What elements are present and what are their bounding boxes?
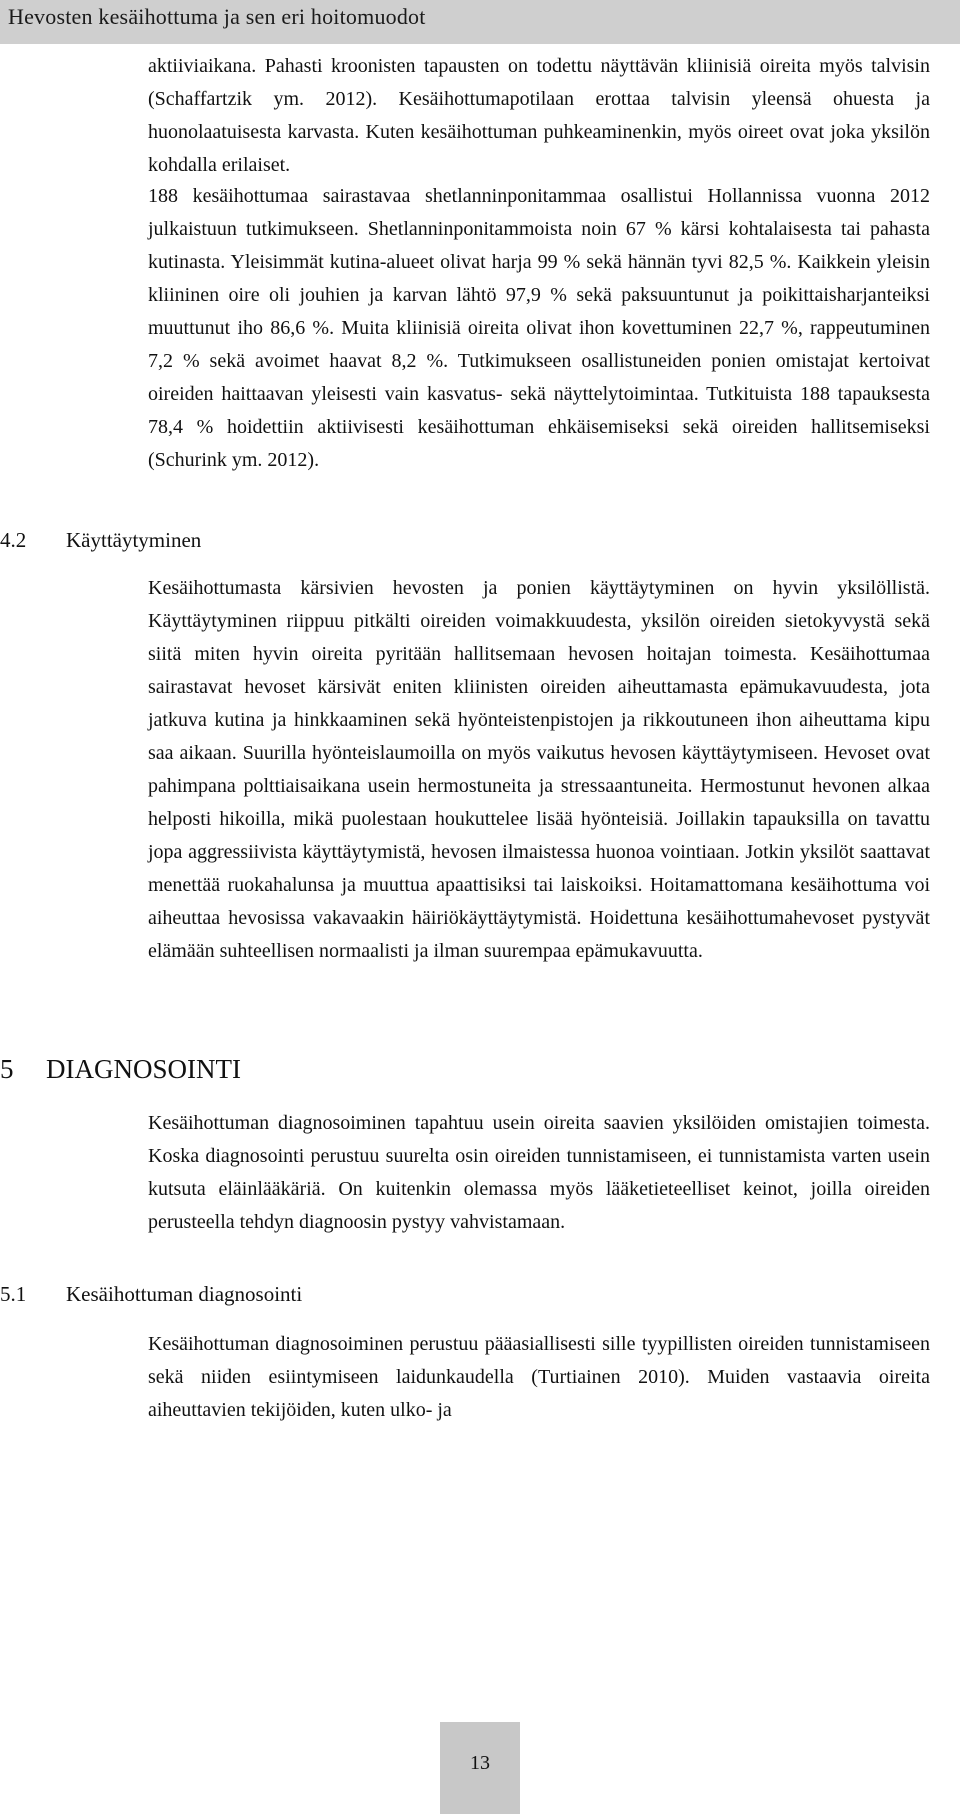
document-title: Hevosten kesäihottuma ja sen eri hoitomuodot — [8, 4, 426, 29]
section-number: 4.2 — [0, 528, 27, 552]
paragraph-diagnosis-intro: Kesäihottuman diagnosoiminen tapahtuu usein oireita saavien yksilöiden omistajien toimesta. Koska diagnosointi perustuu suurelta osin oireiden tunnistamiseen, ei tunnistamista varten usein kutsuta eläinlääkäriä. On kuitenkin olemassa myös lääketieteelliset keinot, joilla oireiden perusteella tehdyn diagnoosin pystyy vahvistamaan. — [148, 1112, 930, 1233]
section-number: 5.1 — [0, 1282, 27, 1306]
section-heading-4-2 — [0, 528, 201, 553]
section-heading-5-1 — [0, 1282, 302, 1307]
chapter-number: 5 — [0, 1054, 14, 1084]
paragraph-diagnosis-basis: Kesäihottuman diagnosoiminen perustuu pääasiallisesti sille tyypillisten oireiden tunnistamiseen sekä niiden esiintymiseen laidunkaudella (Turtiainen 2010). Muiden vastaavia oireita aiheuttavien tekijöiden, kuten ulko- ja — [148, 1333, 930, 1421]
chapter-heading-5 — [0, 1054, 241, 1085]
paragraph-symptoms-winter: aktiiviaikana. Pahasti kroonisten tapausten on todettu näyttävän kliinisiä oireita myös talvisin (Schaffartzik ym. 2012). Kesäihottumapotilaan erottaa talvisin yleensä ohuesta ja huonolaatuisesta karvasta. Kuten kesäihottuman puhkeaminenkin, myös oireet ovat joka yksilön kohdalla erilaiset. — [148, 55, 930, 176]
section-title: Kesäihottuman diagnosointi — [66, 1282, 303, 1306]
paragraph-behaviour: Kesäihottumasta kärsivien hevosten ja ponien käyttäytyminen on hyvin yksilöllistä. Käyttäytyminen riippuu pitkälti oireiden voimakkuudesta, yksilön oireiden sietokyvystä sekä siitä miten hyvin oireita pyritään hallitsemaan hevosen hoitajan toimesta. Kesäihottumaa sairastavat hevoset kärsivät eniten kliinisten oireiden aiheuttamasta epämukavuudesta, jota jatkuva kutina ja hinkkaaminen sekä hyönteistenpistojen ja rikkoutuneen ihon aiheuttama kipu saa aikaan. Suurilla hyönteislaumoilla on myös vaikutus hevosen käyttäytymiseen. Hevoset ovat pahimpana polttiaisaikana usein hermostuneita ja stressaantuneita. Hermostunut hevonen alkaa helposti hikoilla, mikä puolestaan houkuttelee lisää hyönteisiä. Joillakin tapauksilla on tavattu jopa aggressiivista käyttäytymistä, hevosen ilmaistessa huonoa vointiaan. Jotkin yksilöt saattavat menettää ruokahalunsa ja muuttua apaattisiksi tai laiskoiksi. Hoitamattomana kesäihottuma voi aiheuttaa hevosissa vakavaakin häiriökäyttäytymistä. Hoidettuna kesäihottumahevoset pystyvät elämään suhteellisen normaalisti ja ilman suurempaa epämukavuutta. — [148, 577, 930, 962]
section-title: Käyttäytyminen — [66, 528, 202, 552]
page-number: 13 — [440, 1722, 520, 1814]
chapter-title: DIAGNOSOINTI — [46, 1054, 241, 1084]
paragraph-shetland-study: 188 kesäihottumaa sairastavaa shetlanninponitammaa osallistui Hollannissa vuonna 2012 julkaistuun tutkimukseen. Shetlanninponitammoista noin 67 % kärsi kohtalaisesta tai pahasta kutinasta. Yleisimmät kutina-alueet olivat harja 99 % sekä hännän tyvi 82,5 %. Kaikkein yleisin kliininen oire oli jouhien ja karvan lähtö 97,9 % sekä paksuuntunut ja poikittaisharjanteiksi muuttunut iho 86,6 %. Muita kliinisiä oireita olivat ihon kovettuminen 22,7 %, rappeutuminen 7,2 % sekä avoimet haavat 8,2 %. Tutkimukseen osallistuneiden ponien omistajat kertoivat oireiden haittaavan yleisesti vain kasvatus- sekä näyttelytoimintaa. Tutkituista 188 tapauksesta 78,4 % hoidettiin aktiivisesti kesäihottuman ehkäisemiseksi sekä oireiden hallitsemiseksi (Schurink ym. 2012). — [148, 185, 930, 471]
running-header — [0, 0, 960, 44]
